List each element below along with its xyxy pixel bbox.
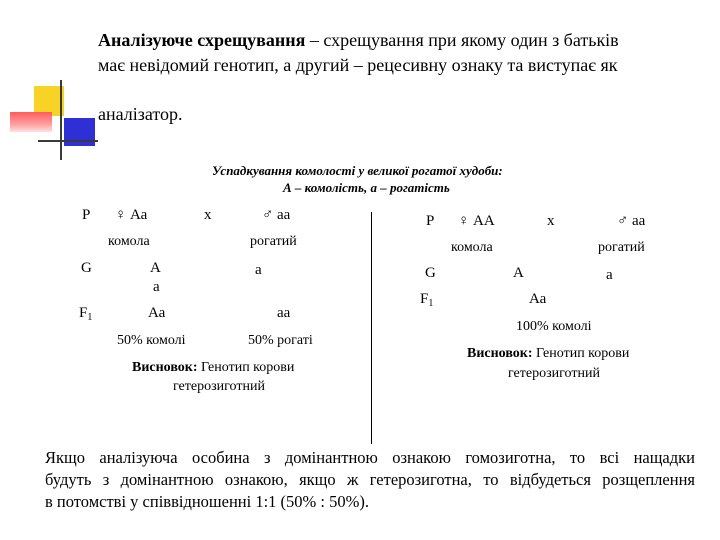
left-f1-ratio-1: 50% комолі (117, 333, 186, 348)
left-p-label: P (82, 207, 91, 223)
right-f1-ratio: 100% комолі (516, 319, 592, 334)
right-p-label: P (426, 213, 435, 229)
left-pheno-male: рогатий (250, 234, 297, 249)
scheme-divider (371, 212, 372, 444)
left-f1-ratio-2: 50% рогаті (248, 333, 313, 348)
left-pheno-female: комола (108, 234, 150, 249)
bottom-line-1: Якщо аналізуюча особина з домінантною ознакою гомозиготна, то всі нащадки (45, 448, 695, 467)
right-pheno-female: комола (451, 240, 493, 255)
right-gamete-female: А (513, 265, 524, 281)
logo-red-square (10, 112, 52, 132)
left-conclusion-rest: Генотип корови (197, 360, 295, 375)
left-conclusion-line-2: гетерозиготний (173, 379, 265, 394)
left-p-male: ♂ аа (262, 207, 291, 223)
title-term: Аналізуюче схрещування (98, 30, 306, 50)
right-conclusion-bold: Висновок: (467, 346, 533, 361)
right-gamete-male: а (606, 267, 613, 283)
left-f1-geno-2: аа (277, 305, 291, 321)
right-g-label: G (425, 265, 436, 281)
right-pheno-male: рогатий (598, 240, 645, 255)
left-f1-label (79, 305, 92, 323)
left-f1-letter: F (79, 305, 88, 321)
right-p-male: ♂ аа (617, 213, 646, 229)
left-gamete-male: а (255, 262, 262, 278)
logo-vertical-line (60, 80, 62, 160)
title-line-2: має невідомий генотип, а другий – рецесивну ознаку та виступає як (98, 55, 618, 75)
right-f1-label (420, 291, 433, 309)
right-cross: х (547, 213, 555, 229)
title-line-3: аналізатор. (98, 104, 183, 124)
right-p-female: ♀ АА (458, 213, 495, 229)
left-gamete-A: А (150, 260, 161, 276)
title-line-1 (98, 30, 619, 51)
bottom-line-3: в потомстві у співвідношенні 1:1 (50% : 50%). (45, 492, 369, 511)
right-conclusion-rest: Генотип корови (532, 346, 630, 361)
right-f1-geno: Аа (529, 291, 547, 307)
right-conclusion (467, 346, 629, 362)
left-p-female: ♀ Аа (115, 207, 148, 223)
left-f1-geno-1: Аа (148, 305, 166, 321)
caption-line-2: А – комолість, а – рогатість (283, 180, 450, 195)
right-f1-sub: 1 (428, 298, 434, 309)
caption-line-1: Успадкування комолості у великої рогатої худоби: (212, 163, 503, 178)
title-line1-rest: – схрещування при якому один з батьків (305, 30, 619, 50)
left-gamete-a: а (153, 279, 160, 295)
left-g-label: G (81, 260, 92, 276)
left-conclusion-bold: Висновок: (132, 360, 198, 375)
left-cross: х (204, 207, 212, 223)
logo-horizontal-line (38, 140, 98, 142)
bottom-line-2: будуть з домінантною ознакою, якщо ж гетерозиготна, то відбудеться розщеплення (45, 470, 695, 489)
right-f1-letter: F (420, 291, 429, 307)
left-conclusion (132, 360, 294, 376)
right-conclusion-line-2: гетерозиготний (508, 366, 600, 381)
left-f1-sub: 1 (87, 312, 93, 323)
